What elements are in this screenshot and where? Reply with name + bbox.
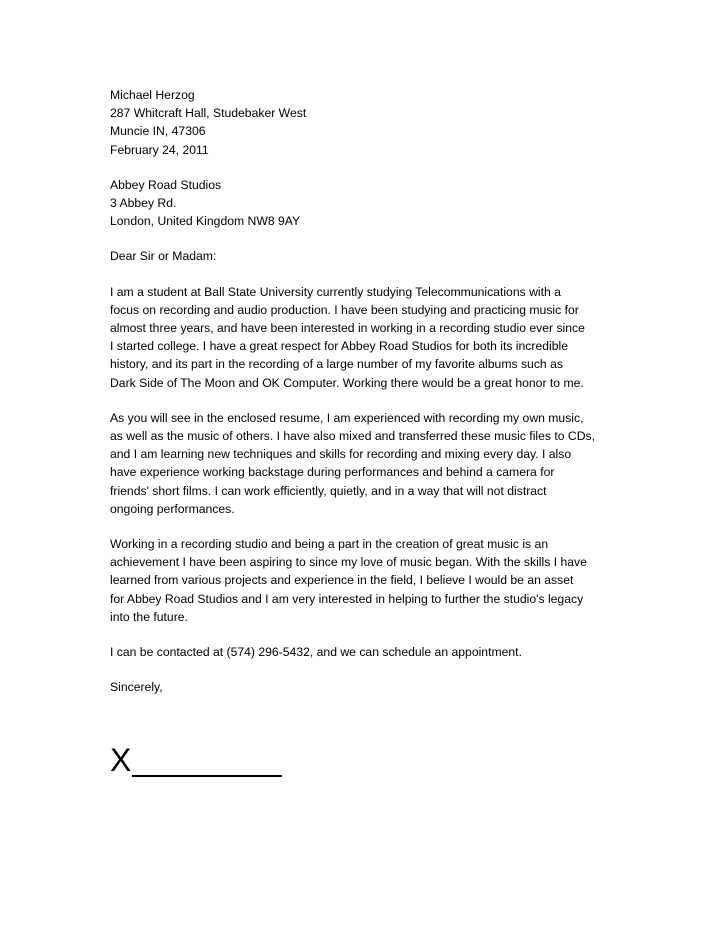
sender-city-line: Muncie IN, 47306 bbox=[110, 124, 206, 139]
contact-text: I can be contacted at (574) 296-5432, and we can schedule an appointment. bbox=[110, 645, 522, 660]
paragraph-experience bbox=[110, 409, 626, 518]
paragraph-line: I started college. I have a great respect for Abbey Road Studios for both its incredible bbox=[110, 339, 568, 354]
paragraph-line: friends' short films. I can work efficiently, quietly, and in a way that will not distract bbox=[110, 483, 547, 498]
signature-line bbox=[132, 775, 282, 777]
paragraph-line: learned from various projects and experience in the field, I believe I would be an asset bbox=[110, 573, 574, 588]
paragraph-line: I am a student at Ball State University currently studying Telecommunications with a bbox=[110, 284, 561, 299]
paragraph-line: history, and its part in the recording of a large number of my favorite albums such as bbox=[110, 357, 563, 372]
paragraph-line: into the future. bbox=[110, 609, 188, 624]
closing-text: Sincerely, bbox=[110, 680, 163, 695]
paragraph-line: for Abbey Road Studios and I am very interested in helping to further the studio's legacy bbox=[110, 591, 584, 606]
recipient-address-block bbox=[110, 176, 626, 231]
recipient-address-line: 3 Abbey Rd. bbox=[110, 196, 177, 211]
paragraph-aspiration bbox=[110, 535, 626, 626]
paragraph-intro bbox=[110, 283, 626, 392]
paragraph-line: focus on recording and audio production. I have been studying and practicing music for bbox=[110, 302, 579, 317]
paragraph-line: have experience working backstage during performances and behind a camera for bbox=[110, 465, 555, 480]
sender-address-line: 287 Whitcraft Hall, Studebaker West bbox=[110, 106, 307, 121]
letter-date: February 24, 2011 bbox=[110, 142, 209, 157]
salutation-text: Dear Sir or Madam: bbox=[110, 249, 217, 264]
paragraph-line: almost three years, and have been interested in working in a recording studio ever since bbox=[110, 321, 585, 336]
salutation bbox=[110, 247, 626, 265]
paragraph-line: as well as the music of others. I have also mixed and transferred these music files to CDs, bbox=[110, 429, 596, 444]
paragraph-line: As you will see in the enclosed resume, I am experienced with recording my own music, bbox=[110, 410, 584, 425]
paragraph-line: achievement I have been aspiring to since my love of music began. With the skills I have bbox=[110, 555, 587, 570]
signature-block bbox=[110, 742, 290, 782]
paragraph-line: and I am learning new techniques and skills for recording and mixing every day. I also bbox=[110, 447, 572, 462]
sender-address-block bbox=[110, 86, 626, 159]
paragraph-line: ongoing performances. bbox=[110, 501, 235, 516]
paragraph-line: Working in a recording studio and being a part in the creation of great music is an bbox=[110, 537, 549, 552]
recipient-city-line: London, United Kingdom NW8 9AY bbox=[110, 214, 301, 229]
closing bbox=[110, 678, 626, 696]
contact-paragraph bbox=[110, 643, 626, 661]
paragraph-line: Dark Side of The Moon and OK Computer. Working there would be a great honor to me. bbox=[110, 375, 584, 390]
signature-mark: X bbox=[110, 742, 132, 778]
letter-body bbox=[110, 86, 626, 696]
recipient-name: Abbey Road Studios bbox=[110, 177, 222, 192]
sender-name: Michael Herzog bbox=[110, 88, 195, 102]
